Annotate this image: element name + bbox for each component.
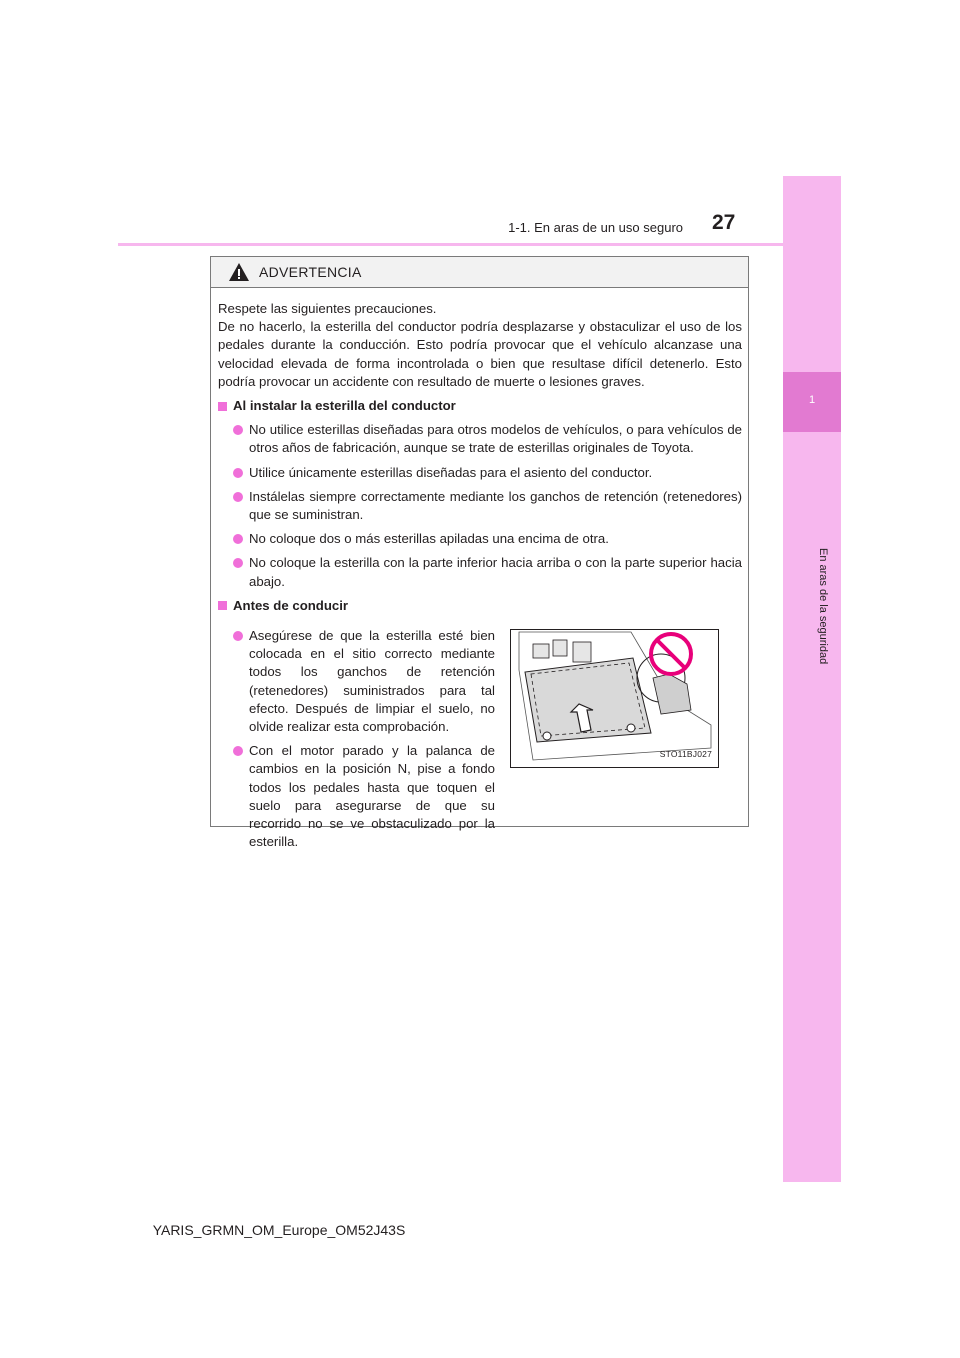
floor-mat-illustration [510,629,719,768]
list-item-text: No coloque dos o más esterillas apiladas una encima de otra. [249,531,609,547]
document-id: YARIS_GRMN_OM_Europe_OM52J43S [152,1222,406,1238]
list-item-text: Utilice únicamente esterillas diseñadas para el asiento del conductor. [249,464,653,480]
list-item-text: Instálelas siempre correctamente mediante los ganchos de retención (retenedores) que se suministran. [249,488,742,523]
bullet-dot-icon [233,425,243,435]
list-item-text: No utilice esterillas diseñadas para otros modelos de vehículos, o para vehículos de otros años de fabricación, aunque se trate de esterillas originales de Toyota. [249,422,742,456]
section-heading-text: Al instalar la esterilla del conductor [233,398,456,414]
list-item-text: Asegúrese de que la esterilla esté bien colocada en el sitio correcto mediante todos los ganchos de retención (retenedores) suministrados para tal efecto. Después de limpiar el suelo, no olvide realizar esta comprobación. [249,628,495,735]
list-item [218,464,742,482]
warning-header [211,257,748,288]
section-heading-before-driving [218,597,742,615]
list-item-text: No coloque la esterilla con la parte inferior hacia arriba o con la parte superior hacia abajo. [249,555,742,589]
bullet-dot-icon [233,492,243,502]
section-heading-text: Antes de conducir [233,597,349,613]
bullet-dot-icon [233,746,243,756]
warning-body [211,288,748,851]
footer [0,1222,960,1238]
bullet-dot-icon [233,534,243,544]
section-heading-install [218,397,742,415]
warning-triangle-icon [228,262,250,282]
section-title: 1-1. En aras de un uso seguro [508,220,683,235]
chapter-title: En aras de la seguridad [817,547,829,665]
chapter-number: 1 [783,372,841,432]
warning-heading: ADVERTENCIA [259,264,362,280]
list-item [218,488,742,524]
chapter-side-tab [783,176,841,1182]
list-item [218,421,742,457]
list-item [218,627,495,736]
illustration-code: STO11BJ027 [659,748,712,759]
square-bullet-icon [218,601,227,610]
list-item [218,554,742,590]
before-driving-content [218,623,742,851]
intro-line: Respete las siguientes precauciones. [218,301,437,316]
list-item [218,530,742,548]
intro-paragraph: De no hacerlo, la esterilla del conductor podría desplazarse y obstaculizar el uso de los pedales durante la conducción. Esto podría provocar que el vehículo alcanzase una velocidad elevada de forma incontrolada o bien que resultase difícil detenerlo. Esto podría provocar un accidente con resultado de muerte o lesiones graves. [218,319,742,389]
page-number: 27 [712,211,736,234]
header-rule [118,243,840,246]
square-bullet-icon [218,402,227,411]
bullet-dot-icon [233,468,243,478]
list-item [218,742,495,851]
before-driving-list [218,623,495,851]
bullet-dot-icon [233,631,243,641]
bullet-dot-icon [233,558,243,568]
warning-box [210,256,749,850]
list-item-text: Con el motor parado y la palanca de cambios en la posición N, pise a fondo todos los pedales hasta que toquen el suelo para asegurarse de que su recorrido no se ve obstaculizado por la esterilla. [249,743,495,850]
